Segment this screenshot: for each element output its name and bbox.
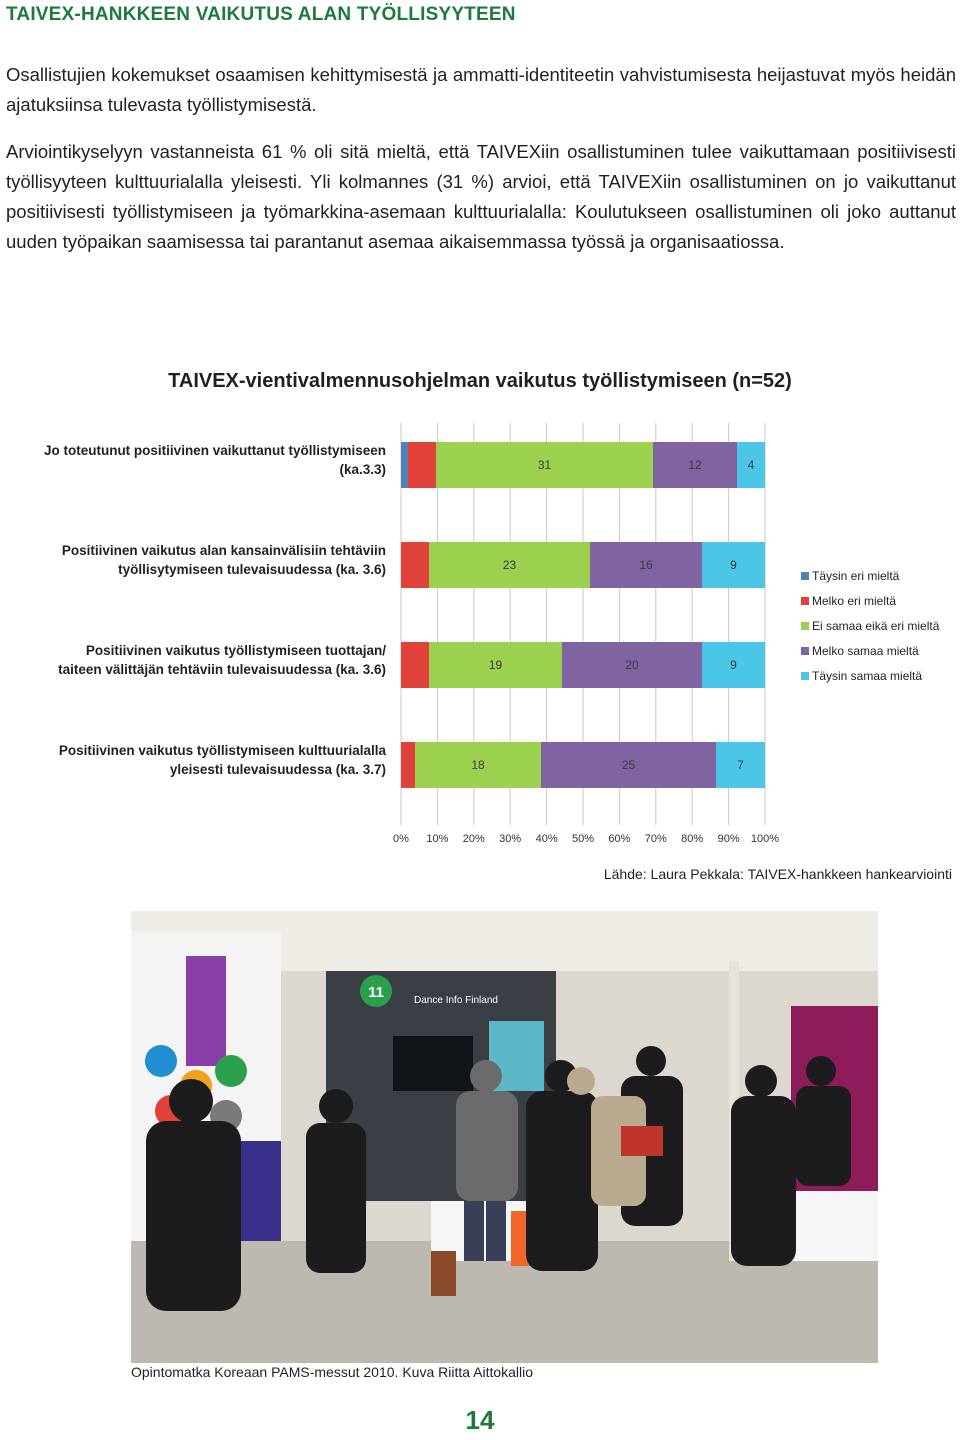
- data-label: 4: [747, 458, 755, 472]
- data-label: 19: [488, 658, 503, 672]
- category-label: Jo toteutunut positiivinen vaikuttanut työllistymiseen: [43, 443, 386, 458]
- survey-paragraph: Arviointikyselyyn vastanneista 61 % oli sitä mieltä, että TAIVEXiin osallistuminen tulee vaikuttamaan positiivisesti työllisyyteen kulttuurialalla yleisesti. Yli kolmannes (31 %) arvioi, että TAIVEXiin osallistuminen on jo vaikuttanut positiivisesti työllistymiseen ja työmarkkina-asemaan kulttuurialalla: Koulutukseen osallistuminen oli joko auttanut uuden työpaikan saamisessa tai parantanut asemaa aikaisemmassa työssä ja organisaatiossa.: [6, 141, 956, 252]
- category-label: (ka.3.3): [339, 462, 386, 477]
- category-label: taiteen välittäjän tehtäviin tulevaisuudessa (ka. 3.6): [58, 662, 386, 677]
- exhibition-photo: [131, 911, 878, 1363]
- employment-impact-chart: [0, 415, 960, 855]
- photo-illustration: [131, 911, 878, 1363]
- booth-sign: Dance Info Finland: [414, 995, 498, 1006]
- chart-source: Lähde: Laura Pekkala: TAIVEX-hankkeen hankearviointi: [603, 866, 952, 882]
- bar-segment: [401, 642, 429, 688]
- page-number: 14: [465, 1405, 495, 1435]
- data-label: 12: [688, 458, 702, 472]
- data-label: 7: [737, 758, 744, 772]
- booth-number: 11: [368, 984, 384, 1001]
- data-label: 31: [537, 458, 552, 472]
- bar-segment: [401, 742, 415, 788]
- legend-swatch: [801, 647, 809, 655]
- data-label: 18: [471, 758, 485, 772]
- chart-title: TAIVEX-vientivalmennusohjelman vaikutus työllistymiseen (n=52): [168, 370, 792, 392]
- data-label: 20: [625, 658, 639, 672]
- x-tick-label: 90%: [717, 833, 740, 845]
- bar-segment: [401, 442, 408, 488]
- bar-segment: [401, 542, 429, 588]
- legend-swatch: [801, 672, 809, 680]
- data-label: 16: [639, 558, 653, 572]
- category-label: Positiivinen vaikutus työllistymiseen tuottajan/: [85, 643, 386, 658]
- legend-label: Melko samaa mieltä: [812, 644, 919, 658]
- data-label: 25: [621, 758, 636, 772]
- data-label: 23: [502, 558, 517, 572]
- legend-label: Melko eri mieltä: [812, 594, 897, 608]
- legend-swatch: [801, 597, 809, 605]
- x-tick-label: 30%: [499, 833, 522, 845]
- legend-label: Ei samaa eikä eri mieltä: [812, 619, 940, 633]
- section-heading: TAIVEX-HANKKEEN VAIKUTUS ALAN TYÖLLISYYTEEN: [6, 4, 516, 25]
- category-label: työllisytymiseen tulevaisuudessa (ka. 3.6): [118, 562, 386, 577]
- legend-swatch: [801, 622, 809, 630]
- data-label: 9: [730, 658, 737, 672]
- intro-paragraph: Osallistujien kokemukset osaamisen kehittymisestä ja ammatti-identiteetin vahvistumisesta heijastuvat myös heidän ajatuksiinsa tulevasta työllistymisestä.: [6, 64, 956, 115]
- x-tick-label: 60%: [608, 833, 631, 845]
- legend-label: Täysin samaa mieltä: [812, 669, 923, 683]
- photo-caption: Opintomatka Koreaan PAMS-messut 2010. Kuva Riitta Aittokallio: [131, 1364, 534, 1380]
- data-label: 9: [730, 558, 737, 572]
- legend-label: Täysin eri mieltä: [812, 569, 900, 583]
- x-tick-label: 40%: [535, 833, 558, 845]
- x-tick-label: 0%: [393, 833, 409, 845]
- x-tick-label: 100%: [750, 833, 780, 845]
- bar-segment: [408, 442, 436, 488]
- x-tick-label: 50%: [571, 833, 595, 845]
- x-tick-label: 10%: [426, 833, 449, 845]
- x-tick-label: 20%: [462, 833, 485, 845]
- category-label: Positiivinen vaikutus työllistymiseen kulttuurialalla: [58, 743, 386, 758]
- category-label: yleisesti tulevaisuudessa (ka. 3.7): [169, 762, 386, 777]
- x-tick-label: 70%: [644, 833, 667, 845]
- category-label: Positiivinen vaikutus alan kansainvälisiin tehtäviin: [61, 543, 386, 558]
- x-tick-label: 80%: [681, 833, 704, 845]
- legend-swatch: [801, 572, 809, 580]
